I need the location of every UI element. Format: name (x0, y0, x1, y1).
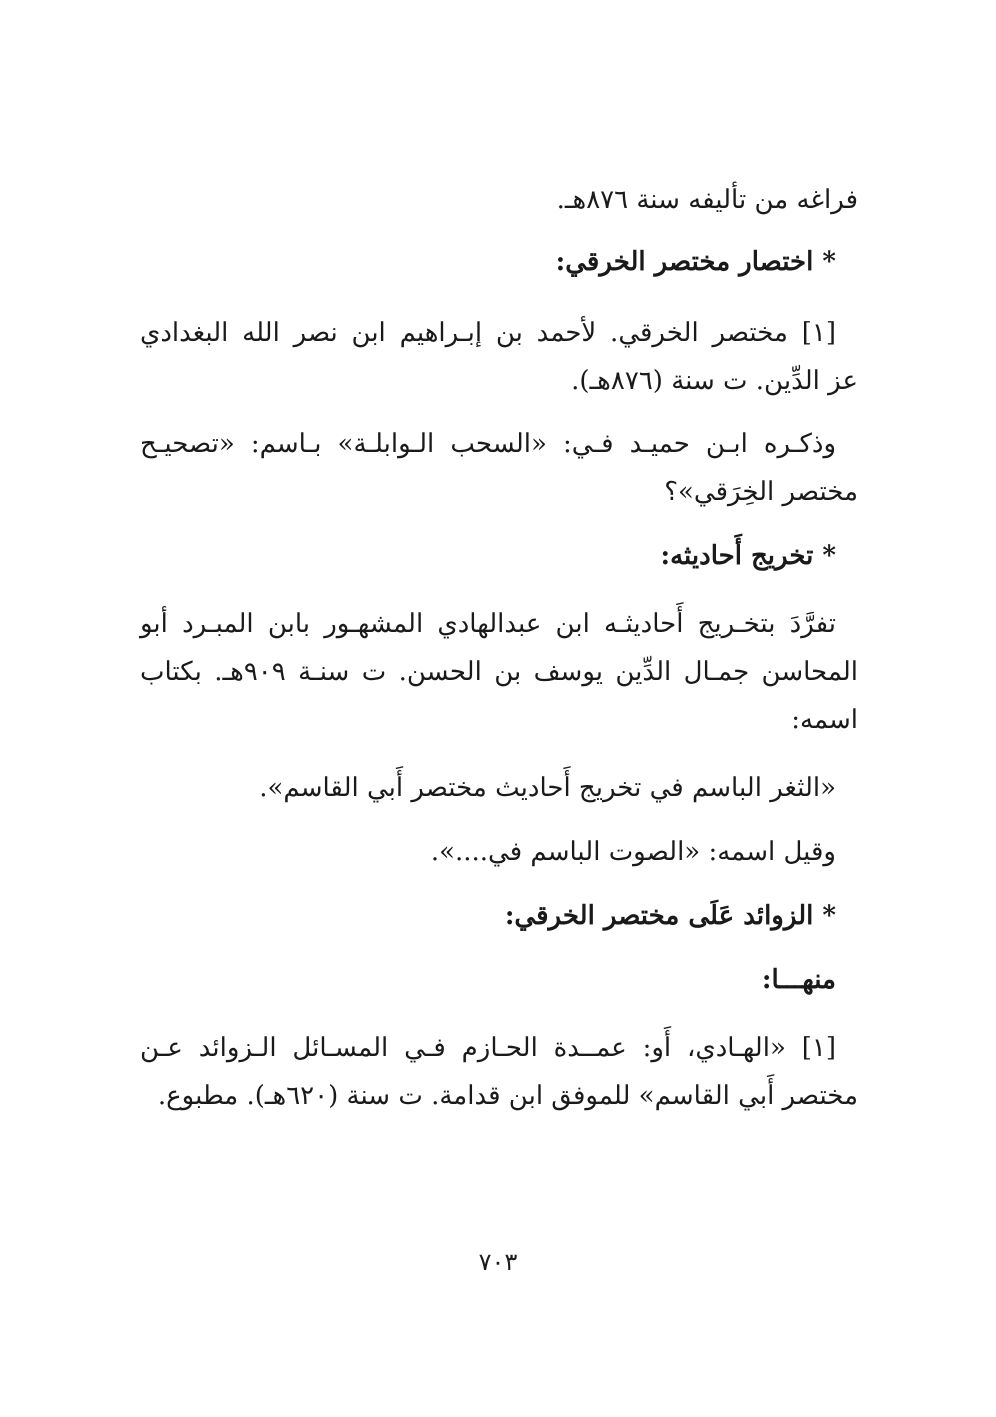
note-line-2: مختصر الخِرَقي»؟ (664, 477, 858, 507)
book-title-line: «الثغر الباسم في تخريج أَحاديث مختصر أَبي القاسم». (259, 773, 836, 803)
takhrij-line-2: المحاسن جمـال الدِّين يوسف بن الحسن. ت سنـة ٩٠٩هـ. بكتاب (140, 657, 859, 687)
entry-1-line-1: [١] مختصر الخرقي. لأحمد بن إبـراهيم ابن نصر الله البغدادي (140, 318, 836, 348)
additions-entry-1-line-1: [١] «الهـادي، أَو: عمــدة الحـازم فـي المسـائل الـزوائد عـن (140, 1033, 836, 1063)
entry-1-line-2: عز الدِّين. ت سنة (٨٧٦هـ). (571, 366, 858, 396)
page-number: ٧٠٣ (478, 1248, 518, 1276)
note-line-1: وذكـره ابـن حميـد فـي: «السحب الـوابلـة» بـاسم: «تصحيـح (140, 429, 836, 459)
alt-name-line: وقيل اسمه: «الصوت الباسم في....». (430, 837, 836, 867)
text-line-continuation: فراغه من تأليفه سنة ٨٧٦هـ. (556, 185, 858, 215)
takhrij-line-1: تفرَّدَ بتخـريج أَحاديثـه ابن عبدالهادي المشهـور بابن المبـرد أبو (140, 609, 836, 639)
takhrij-line-3: اسمه: (791, 705, 858, 735)
section-heading-hadith-takhrij: * تخريج أَحاديثه: (660, 541, 836, 571)
section-heading-additions: * الزوائد عَلَى مختصر الخرقي: (504, 901, 836, 931)
sub-heading-among-them: منهـــا: (761, 965, 836, 995)
additions-entry-1-line-2: مختصر أَبي القاسم» للموفق ابن قدامة. ت سنة (٦٢٠هـ). مطبوع. (157, 1081, 858, 1111)
section-heading-abridgement: * اختصار مختصر الخرقي: (555, 247, 836, 277)
